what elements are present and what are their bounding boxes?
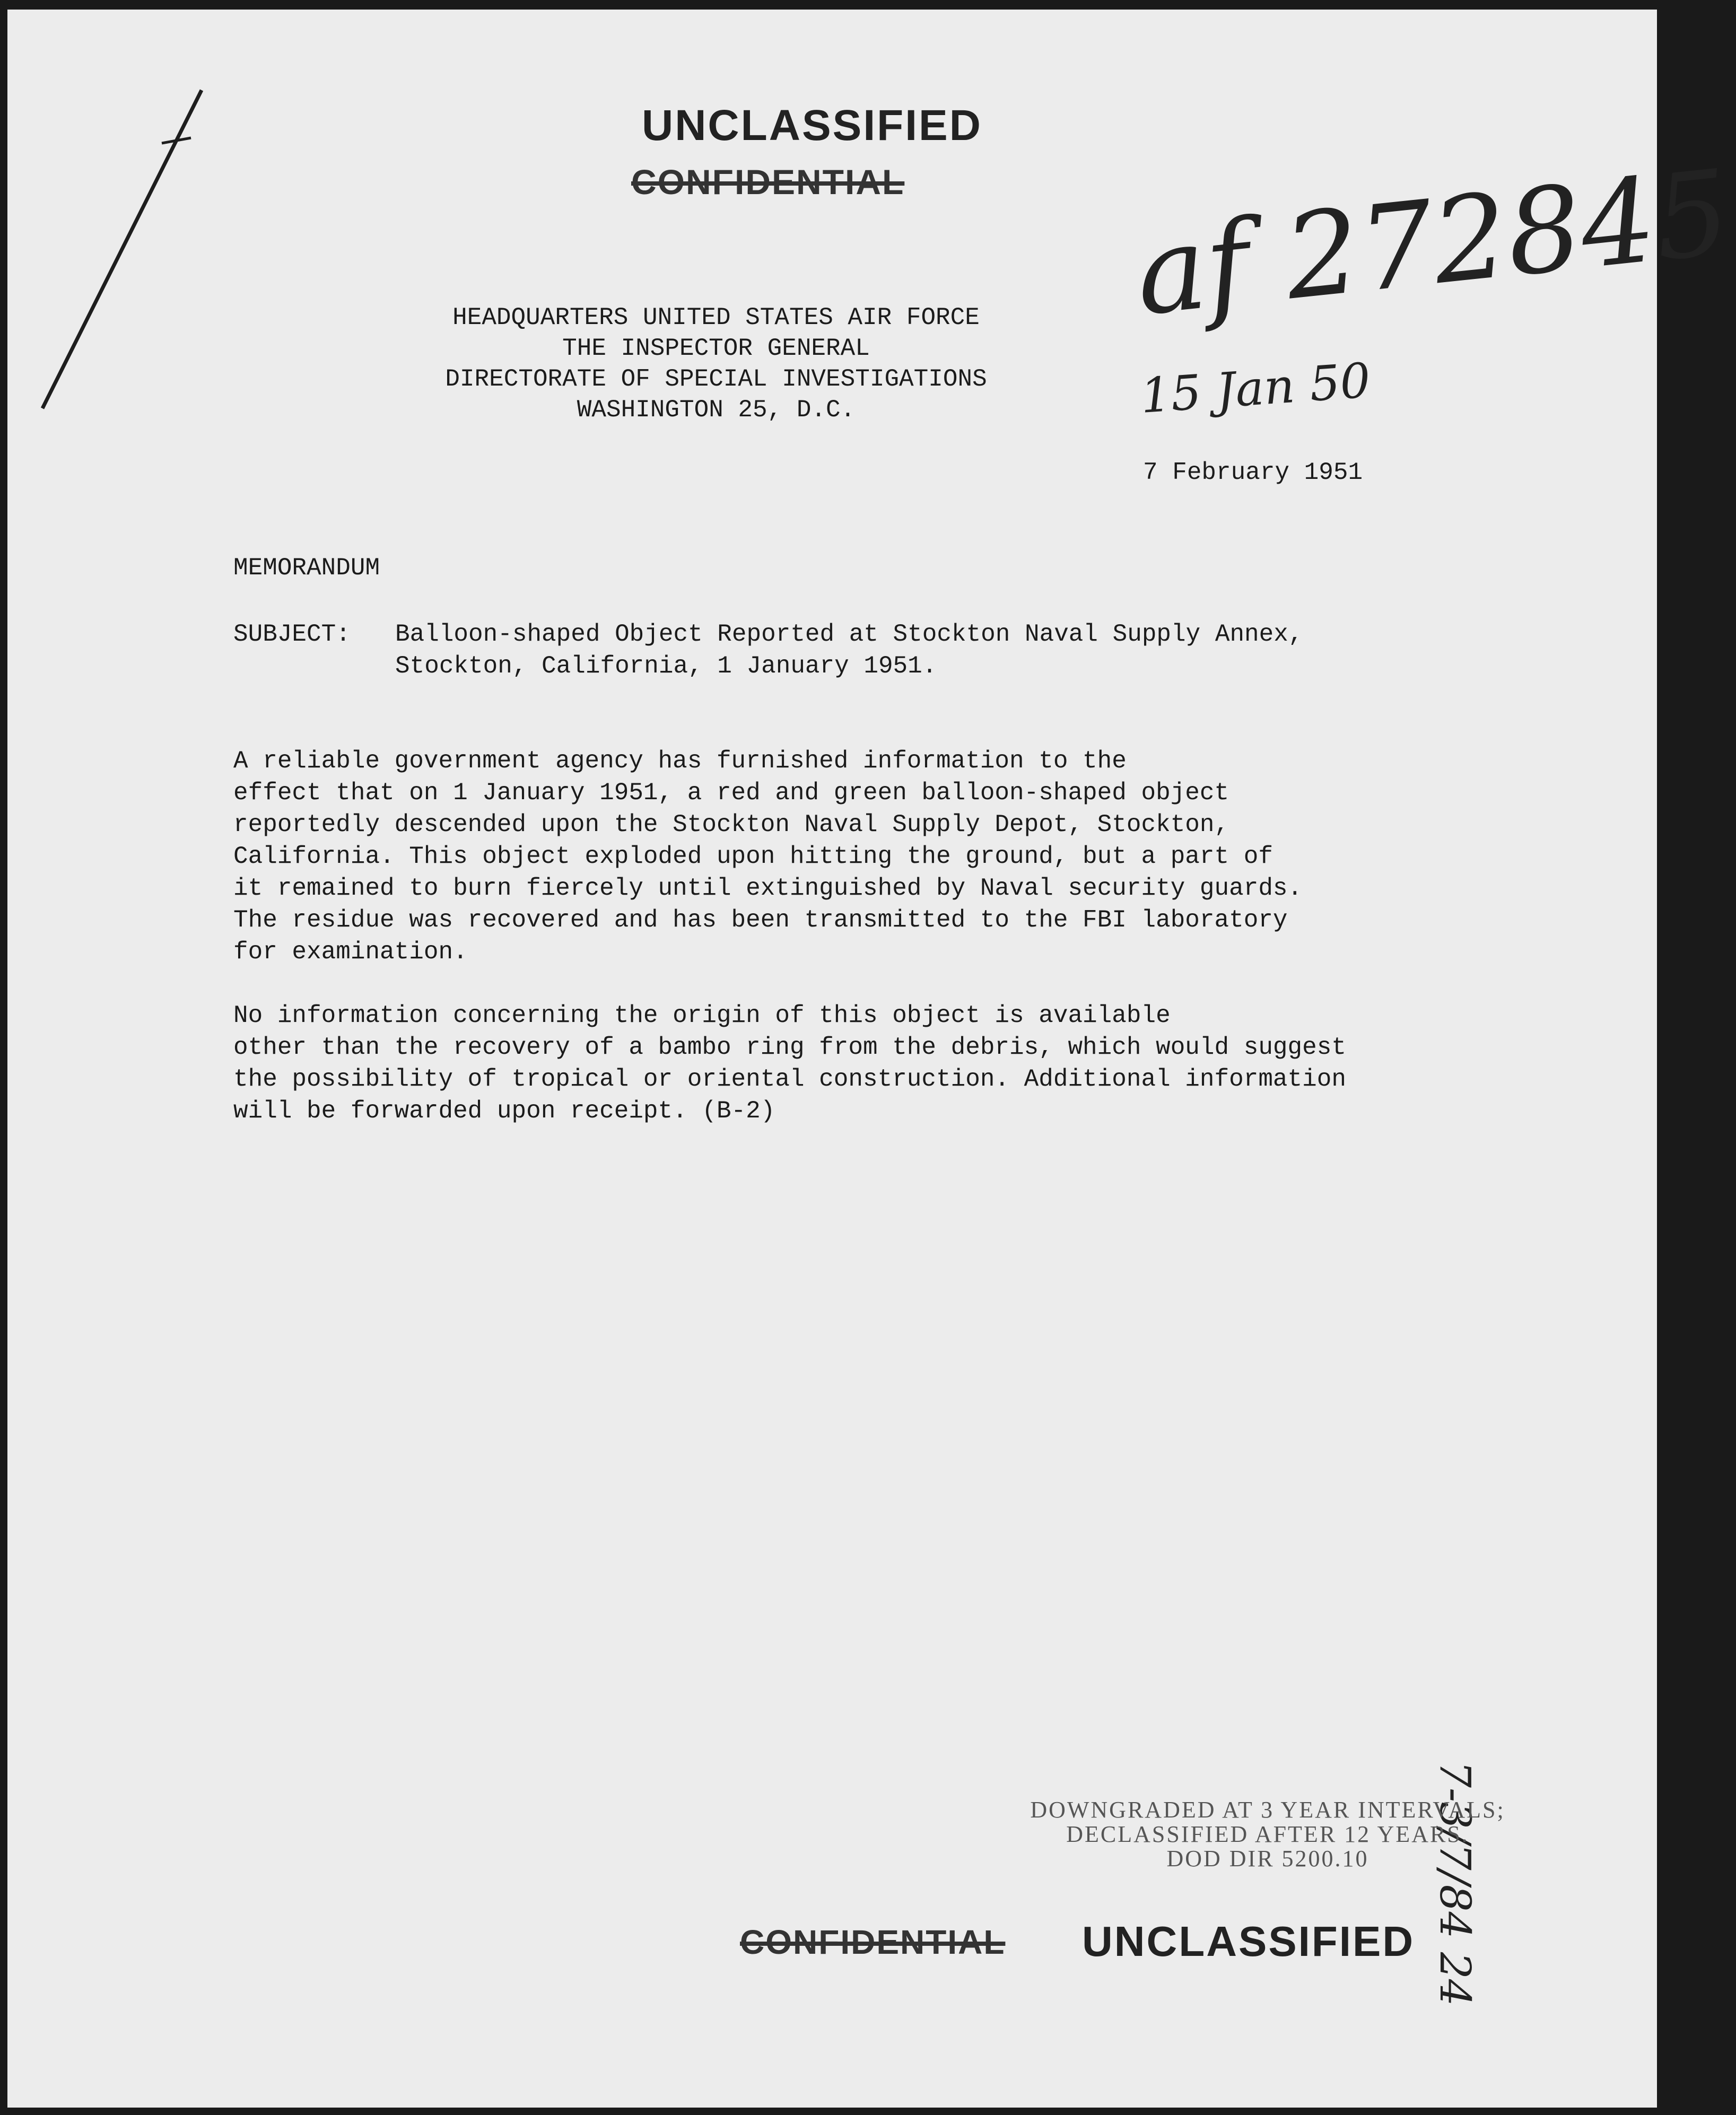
downgrade-line-1: DOWNGRADED AT 3 YEAR INTERVALS; — [1030, 1797, 1505, 1823]
scan-border-right — [1657, 0, 1665, 2115]
pen-stroke-mark — [32, 80, 212, 419]
paragraph-line: it remained to burn fiercely until extinguished by Naval security guards. — [233, 875, 1303, 902]
document-type: MEMORANDUM — [233, 554, 380, 582]
file-number-annotation: af 272845 — [1129, 144, 1736, 342]
paragraph-line: A reliable government agency has furnished information to the — [233, 747, 1127, 775]
letterhead-line-2: THE INSPECTOR GENERAL — [562, 335, 870, 362]
scan-border-left — [0, 0, 7, 2115]
subject-line-2: Stockton, California, 1 January 1951. — [395, 652, 937, 680]
file-date-annotation: 15 Jan 50 — [1138, 352, 1373, 425]
letterhead-line-4: WASHINGTON 25, D.C. — [577, 396, 856, 424]
paragraph-line: will be forwarded upon receipt. (B-2) — [233, 1097, 775, 1125]
document-date: 7 February 1951 — [1143, 459, 1363, 486]
downgrade-line-2: DECLASSIFIED AFTER 12 YEARS. — [1066, 1821, 1469, 1847]
paragraph-line: No information concerning the origin of this object is available — [233, 1002, 1171, 1029]
paragraph-line: California. This object exploded upon hitting the ground, but a part of — [233, 843, 1273, 870]
letterhead — [371, 302, 1061, 425]
paragraph-line: effect that on 1 January 1951, a red and green balloon-shaped object — [233, 779, 1229, 807]
paragraph-line: the possibility of tropical or oriental construction. Additional information — [233, 1065, 1346, 1093]
classification-bottom-struck: CONFIDENTIAL — [740, 1923, 1006, 1961]
paragraph-line: reportedly descended upon the Stockton Naval Supply Depot, Stockton, — [233, 811, 1229, 838]
paragraph-line: The residue was recovered and has been transmitted to the FBI laboratory — [233, 906, 1288, 934]
body-paragraph-1 — [233, 745, 1506, 968]
subject-line-1: Balloon-shaped Object Reported at Stockton Naval Supply Annex, — [395, 620, 1303, 648]
scan-border-top — [0, 0, 1665, 10]
paragraph-line: other than the recovery of a bambo ring from the debris, which would suggest — [233, 1034, 1346, 1061]
body-paragraph-2 — [233, 1000, 1506, 1127]
paragraph-line: for examination. — [233, 938, 468, 966]
classification-top-marking: UNCLASSIFIED — [642, 101, 982, 150]
margin-note: 7-3/7/84 24 — [1430, 1761, 1480, 2006]
classification-top-struck: CONFIDENTIAL — [631, 162, 905, 202]
letterhead-line-3: DIRECTORATE OF SPECIAL INVESTIGATIONS — [445, 365, 987, 393]
scan-border-bottom — [0, 2108, 1665, 2115]
downgrade-line-3: DOD DIR 5200.10 — [1166, 1846, 1369, 1872]
letterhead-line-1: HEADQUARTERS UNITED STATES AIR FORCE — [452, 304, 980, 331]
downgrade-stamp — [944, 1798, 1591, 1871]
classification-bottom-marking: UNCLASSIFIED — [1082, 1918, 1415, 1965]
subject-label: SUBJECT: — [233, 620, 351, 648]
